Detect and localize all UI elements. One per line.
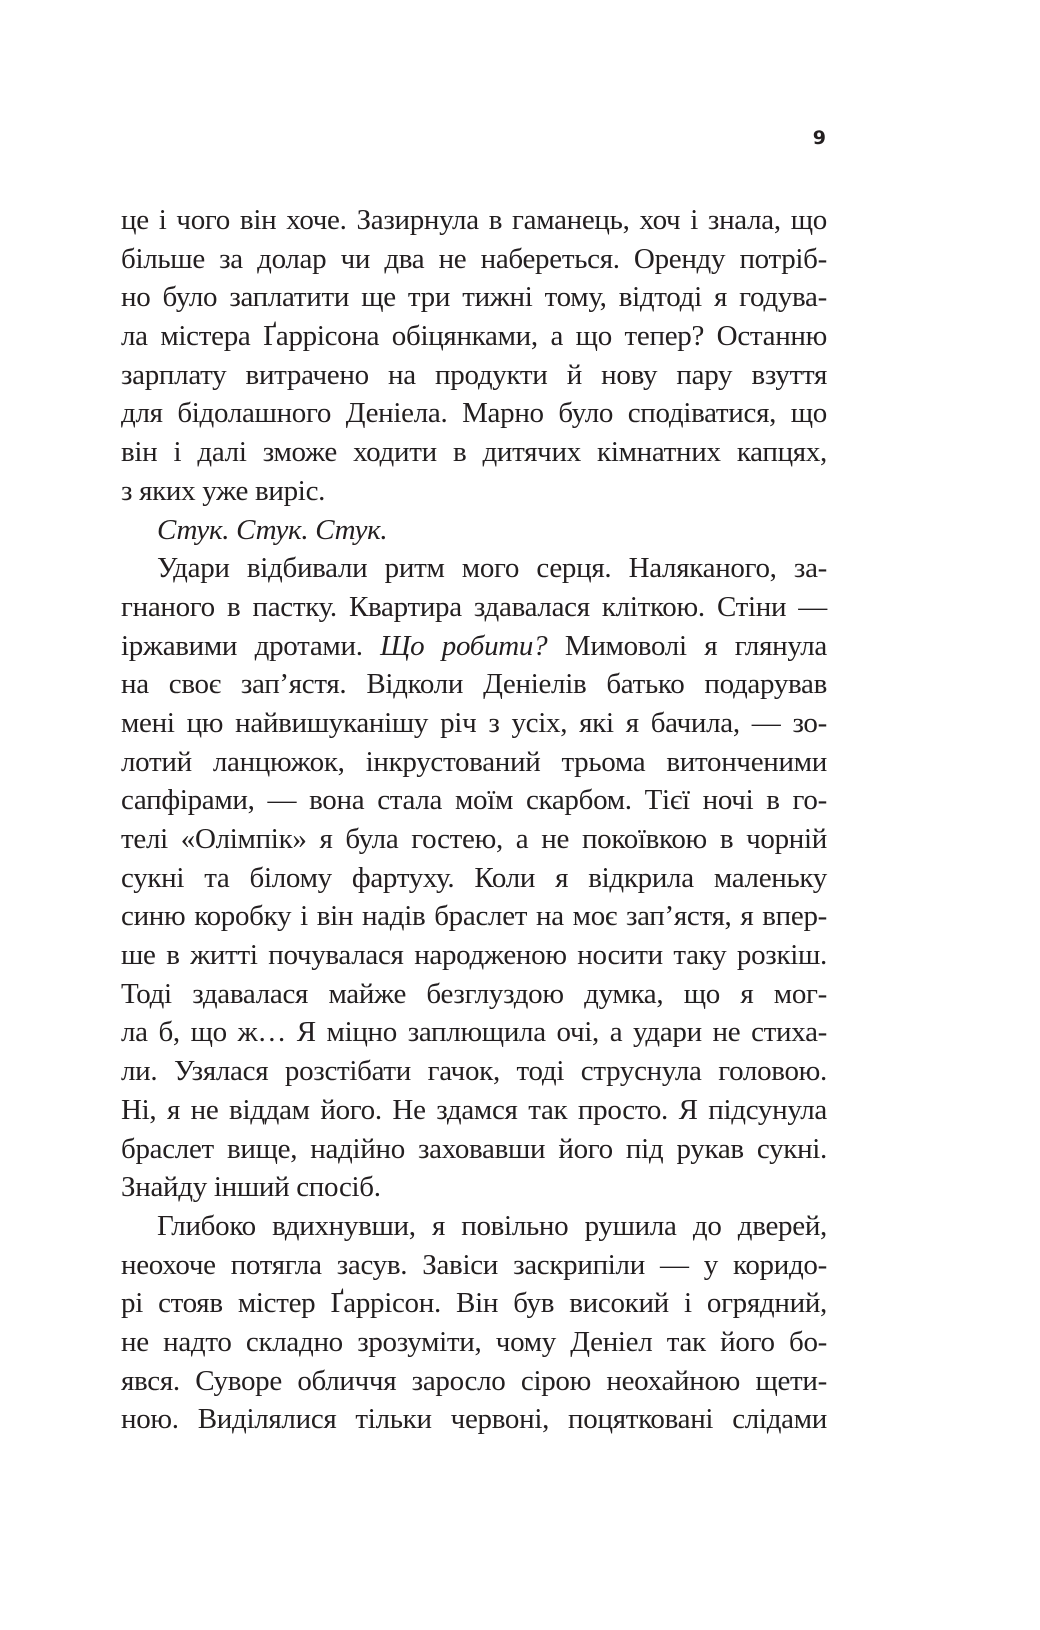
- text-line: він і далі зможе ходити в дитячих кімнатних капцях,: [121, 436, 827, 469]
- text-line: для бідолашного Деніела. Марно було сподіватися, що: [121, 397, 827, 430]
- text-line: лотий ланцюжок, інкрустований трьома витонченими: [121, 745, 827, 778]
- text-line: рі стояв містер Ґаррісон. Він був високий і огрядний,: [121, 1287, 827, 1320]
- text-line: не надто складно зрозуміти, чому Деніел так його бо-: [121, 1325, 827, 1358]
- text-line: сапфірами, — вона стала моїм скарбом. Тієї ночі в го-: [121, 784, 827, 817]
- text-line: Ні, я не віддам його. Не здамся так просто. Я підсунула: [121, 1093, 827, 1126]
- text-line: ла містера Ґаррісона обіцянками, а що тепер? Останню: [121, 320, 827, 353]
- text-line: неохоче потягла засув. Завіси заскрипіли — у коридо-: [121, 1248, 827, 1281]
- text-segment: Мимоволі я глянула: [547, 629, 827, 662]
- text-line: телі «Олімпік» я була гостею, а не покоївкою в чорній: [121, 823, 827, 855]
- text-line: зарплату витрачено на продукти й нову пару взуття: [121, 358, 827, 391]
- body-text: [121, 201, 827, 1439]
- text-line: ше в житті почувалася народженою носити таку розкіш.: [121, 939, 827, 972]
- text-line: на своє зап’ястя. Відколи Деніелів батько подарував: [121, 668, 827, 701]
- text-line: гнаного в пастку. Квартира здавалася кліткою. Стіни —: [121, 590, 827, 623]
- text-line: явся. Суворе обличчя заросло сірою неохайною щети-: [121, 1364, 827, 1397]
- text-line: з яких уже виріс.: [121, 474, 326, 507]
- text-line: сукні та білому фартуху. Коли я відкрила маленьку: [121, 861, 827, 894]
- text-segment: іржавими дротами.: [121, 629, 381, 662]
- text-line: но було заплатити ще три тижні тому, відтоді я годува-: [121, 281, 827, 314]
- text-line: це і чого він хоче. Зазирнула в гаманець, хоч і знала, що: [121, 204, 827, 236]
- text-line: Знайду інший спосіб.: [121, 1171, 381, 1204]
- text-line: Глибоко вдихнувши, я повільно рушила до дверей,: [157, 1209, 827, 1242]
- text-line: Удари відбивали ритм мого серця. Наляканого, за-: [157, 552, 827, 585]
- text-line: більше за долар чи два не набереться. Оренду потріб-: [121, 242, 827, 275]
- text-line: синю коробку і він надів браслет на моє зап’ястя, я впер-: [121, 900, 827, 933]
- text-line: ла б, що ж… Я міцно заплющила очі, а удари не стиха-: [121, 1016, 827, 1049]
- text-line-italic: Стук. Стук. Стук.: [157, 513, 388, 546]
- text-line: ли. Узялася розстібати гачок, тоді струснула головою.: [121, 1055, 827, 1088]
- italic-segment: Що робити?: [380, 629, 548, 662]
- page-number: 9: [812, 127, 826, 149]
- text-line: мені цю найвишуканішу річ з усіх, які я бачила, — зо-: [121, 706, 827, 739]
- text-line: Тоді здавалася майже безглуздою думка, що я мог-: [121, 977, 827, 1010]
- text-line: ною. Виділялися тільки червоні, поцятковані слідами: [121, 1403, 827, 1436]
- text-line-mixed: [121, 627, 827, 666]
- text-line: браслет вище, надійно заховавши його під рукав сукні.: [121, 1132, 827, 1165]
